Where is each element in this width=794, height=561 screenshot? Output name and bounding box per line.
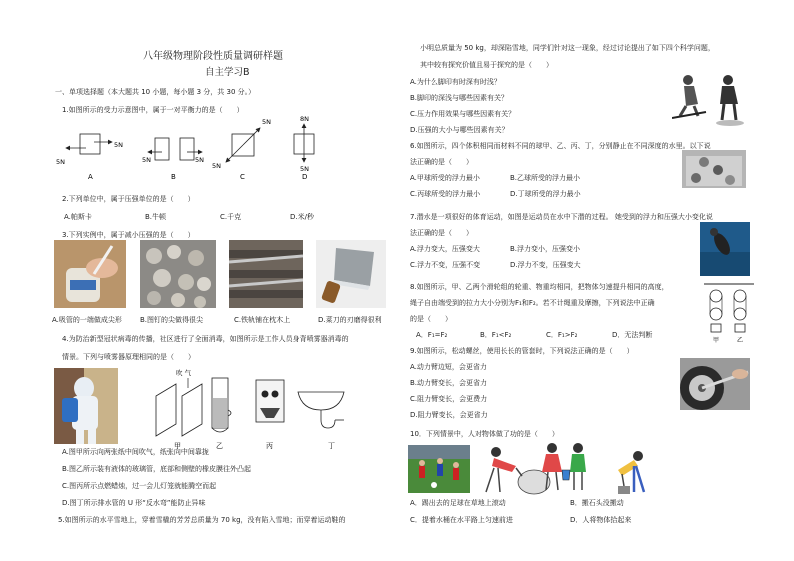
railway-photo [229, 240, 303, 308]
q3-option-b: B.图钉的尖做得很尖 [140, 316, 204, 324]
q7-option-d: D.浮力不变，压强变大 [510, 261, 581, 269]
q8-option-c: C．F₁>F₂ [546, 331, 578, 339]
q7-stem-line1: 7.潜水是一项很好的体育运动，如图是运动员在水中下潜的过程。 她受到的浮力和压强大小变化说 [410, 213, 713, 221]
q7-option-a: A.浮力变大，压强变大 [410, 245, 480, 253]
q4-label-jia: 甲 [174, 442, 181, 450]
q10-option-b: B．搬石头没搬动 [570, 499, 624, 507]
section-heading: 一、单项选择题（本大题共 10 小题，每小题 3 分，共 30 分。） [55, 88, 256, 96]
pulley-label-yi: 乙 [737, 337, 744, 344]
q5-stem-line3: 其中较有探究价值且易于探究的是（ ） [420, 61, 553, 69]
q1-c-force-down: 5N [212, 162, 221, 170]
q7-stem-line2: 法正确的是（ ） [410, 229, 473, 237]
page-title: 八年级物理阶段性质量调研样题 [143, 51, 283, 62]
q1-label-b: B [171, 173, 176, 181]
q8-stem-line3: 的是（ ） [410, 315, 452, 323]
q1-d-force-up: 8N [300, 116, 309, 123]
q8-option-a: A．F₁=F₂ [416, 331, 448, 339]
thumbtack-photo [140, 240, 216, 308]
q4-stem-line2: 情景。下列与喷雾器原理相同的是（ ） [62, 353, 195, 361]
q10-option-a: A．踢出去的足球在草地上滚动 [410, 499, 506, 507]
q7-option-b: B.浮力变小，压强变小 [510, 245, 581, 253]
q1-force-diagrams [52, 116, 342, 188]
q1-a-force-right: 5N [114, 141, 123, 149]
pulley-label-jia: 甲 [713, 337, 720, 344]
football-photo [408, 445, 470, 493]
carrying-bucket-figure [534, 440, 596, 496]
q9-option-d: D.阻力臂变长，会更省力 [410, 411, 488, 419]
q1-label-c: C [240, 173, 245, 181]
q3-option-d: D.菜刀的刃磨得很利 [318, 316, 382, 324]
q4-option-d: D.图丁所示排水管的 U 形“反水弯”能防止异味 [62, 499, 206, 507]
sprayer-worker-photo [54, 368, 118, 444]
q4-label-yi: 乙 [216, 442, 223, 450]
q1-b-force-right: 5N [195, 156, 204, 164]
lifting-object-figure [604, 448, 654, 496]
q2-option-d: D.米/秒 [290, 213, 314, 221]
q9-option-b: B.动力臂变长，会更省力 [410, 379, 488, 387]
page-subtitle: 自主学习B [205, 67, 250, 78]
q9-stem: 9.如图所示，松动螺丝，使用长长的管套时，下列说法正确的是（ ） [410, 347, 634, 355]
floating-balls-photo [682, 150, 746, 188]
diver-photo [700, 222, 750, 276]
q9-option-c: C.阻力臂变长，会更费力 [410, 395, 488, 403]
q8-option-b: B．F₁<F₂ [480, 331, 512, 339]
q5-option-d: D.压强的大小与哪些因素有关？ [410, 126, 509, 134]
q4-stem-line1: 4.为防治新型冠状病毒的传播，社区进行了全面消毒，如图所示是工作人员身背喷雾器消毒的 [62, 335, 349, 343]
q4-figures [148, 366, 364, 450]
q2-option-b: B.牛顿 [145, 213, 167, 221]
q6-option-a: A.甲球所受的浮力最小 [410, 174, 480, 182]
q6-option-b: B.乙球所受的浮力最小 [510, 174, 581, 182]
q10-stem: 10．下列情景中，人对物体做了功的是（ ） [410, 430, 559, 438]
q4-label-ding: 丁 [328, 442, 335, 450]
q4-label-bing: 丙 [266, 442, 273, 450]
q1-b-force-left: 5N [142, 156, 151, 164]
q2-option-c: C.千克 [220, 213, 242, 221]
snow-footprint-figure [672, 72, 748, 128]
q1-d-force-down: 5N [300, 165, 309, 173]
pulley-system-figure [704, 282, 754, 346]
q8-stem-line1: 8.如图所示，甲、乙两个滑轮组的轮重、物重均相同，把物体匀速提升相同的高度， [410, 283, 669, 291]
q5-option-a: A.为什么脚印有时深有时浅？ [410, 78, 501, 86]
q6-option-c: C.丙球所受的浮力最小 [410, 190, 481, 198]
q1-label-a: A [88, 173, 93, 181]
q7-option-c: C.浮力不变，压强不变 [410, 261, 481, 269]
q2-option-a: A.帕斯卡 [64, 213, 92, 221]
q4-option-c: C.图丙所示点燃蜡烛，过一会儿灯笼就能腾空而起 [62, 482, 217, 490]
q4-option-b: B.图乙所示装有液体的玻璃管，底部和侧壁的橡皮膜往外凸起 [62, 465, 252, 473]
q4-option-a: A.图甲所示向两张纸中间吹气，纸张向中间靠拢 [62, 448, 209, 456]
blow-label: 吹 气 [176, 369, 192, 377]
q5-option-c: C.压力作用效果与哪些因素有关？ [410, 110, 516, 118]
q1-label-d: D [302, 173, 308, 181]
q3-stem: 3.下列实例中，属于减小压强的是（ ） [62, 231, 195, 239]
cleaver-photo [316, 240, 386, 308]
q5-stem-line2: 小明总质量为 50 kg，却深陷雪地，同学们针对这一现象，经过讨论提出了如下四个科学问题， [420, 44, 715, 52]
q3-option-a: A.吸管的一端做成尖形 [52, 316, 122, 324]
q6-stem-line2: 法正确的是（ ） [410, 158, 473, 166]
q1-a-force-left: 5N [56, 158, 65, 166]
wheel-wrench-photo [680, 358, 750, 410]
q10-option-d: D．人将物体拾起来 [570, 516, 632, 524]
q2-stem: 2.下列单位中，属于压强单位的是（ ） [62, 195, 195, 203]
q6-stem-line1: 6.如图所示，四个体积相同而材料不同的球甲、乙、丙、丁，分别静止在不同深度的水里。以下说 [410, 142, 711, 150]
q3-option-c: C.铁轨铺在枕木上 [234, 316, 291, 324]
q6-option-d: D.丁球所受的浮力最小 [510, 190, 581, 198]
q9-option-a: A.动力臂边短，会更省力 [410, 363, 487, 371]
q10-option-c: C．提着水桶在水平路上匀速前进 [410, 516, 513, 524]
straw-photo [54, 240, 126, 308]
q1-stem: 1.如图所示的受力示意图中，属于一对平衡力的是（ ） [62, 106, 244, 114]
q1-c-force-up: 5N [262, 118, 271, 126]
q5-option-b: B.脚印的深浅与哪些因素有关？ [410, 94, 509, 102]
q8-option-d: D．无法判断 [612, 331, 653, 339]
q8-stem-line2: 绳子自由端受到的拉力大小分别为F₁和F₂。若不计绳重及摩擦，下列说法中正确 [410, 299, 655, 307]
q5-stem-line1: 5.如图所示的水平雪地上，穿着雪橇的芳芳总质量为 70 kg，没有陷入雪地；而穿着运动鞋的 [58, 516, 346, 524]
